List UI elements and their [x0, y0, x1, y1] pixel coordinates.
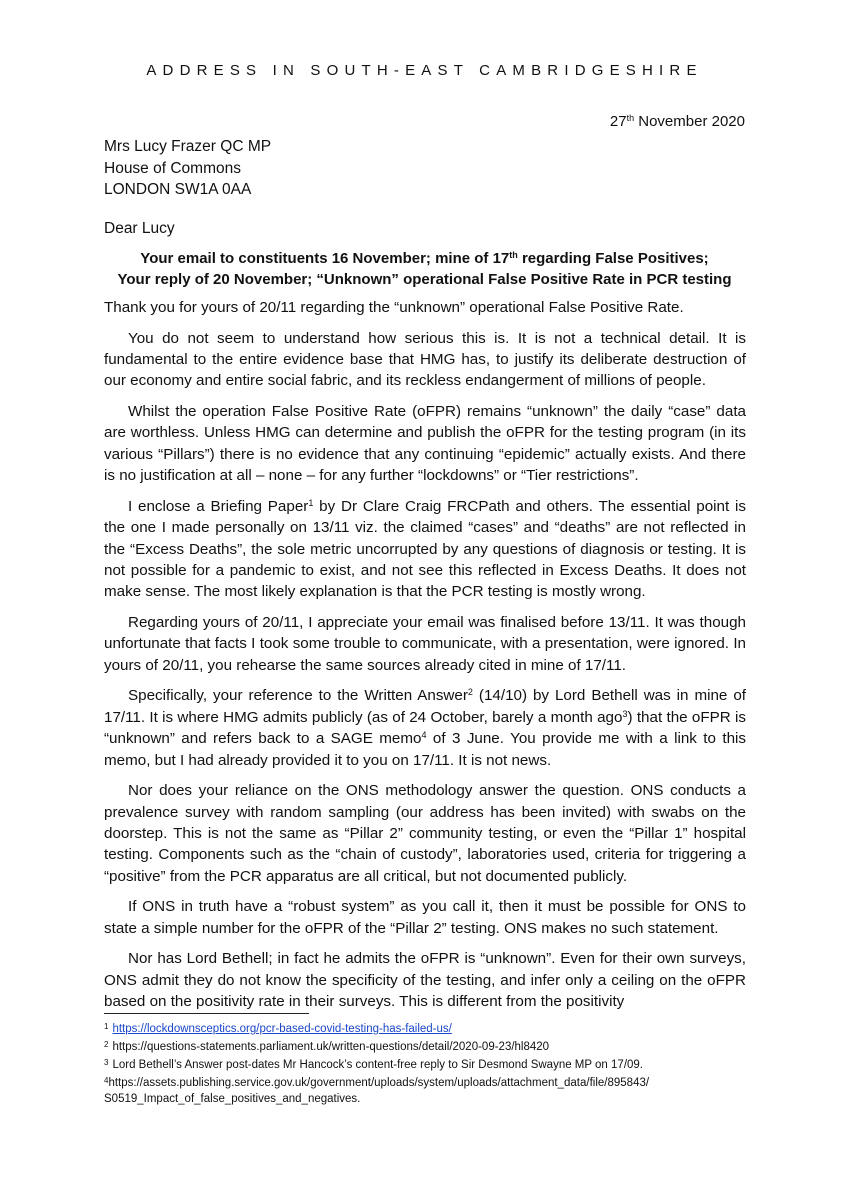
letter-date [610, 113, 745, 130]
sender-address-header: ADDRESS IN SOUTH-EAST CAMBRIDGESHIRE [146, 62, 703, 79]
footnote-3-text: Lord Bethell’s Answer post-dates Mr Hancock’s content-free reply to Sir Desmond Swayne MP on 17/09. [112, 1059, 643, 1071]
footnote-1-link[interactable]: https://lockdownsceptics.org/pcr-based-covid-testing-has-failed-us/ [112, 1023, 452, 1035]
footnote-ref-2[interactable]: 2 [467, 687, 473, 698]
paragraph-4 [104, 496, 746, 603]
subject-sup: th [509, 250, 518, 260]
date-rest: November 2020 [634, 113, 745, 130]
footnotes [104, 1019, 754, 1107]
footnote-number: 4 [104, 1076, 109, 1085]
footnote-divider [104, 1013, 309, 1014]
recipient-org: House of Commons [104, 159, 241, 177]
subject-line-1 [104, 248, 745, 269]
paragraph-4-part: I enclose a Briefing Paper [128, 497, 309, 515]
footnote-number: 1 [104, 1022, 109, 1031]
footnote-4-text: https://assets.publishing.service.gov.uk/government/uploads/system/uploads/attachment_data/file/895843/ [108, 1077, 650, 1089]
paragraph-2: You do not seem to understand how serious this is. It is not a technical detail. It is fundamental to the entire evidence base that HMG has, to justify its deliberate destruction of our economy and entire social fabric, and its reckless endangerment of millions of people. [104, 329, 746, 390]
paragraph-6-part: (14/10) by Lord Bethell was in mine of 17/11. It is where HMG admits publicly (as of 24 October, barely a month ago [104, 687, 746, 726]
paragraph-8: If ONS in truth have a “robust system” as you call it, then it must be possible for ONS to state a simple number for the oFPR of the “Pillar 2” testing. ONS makes no such statement. [104, 898, 746, 937]
footnote-2 [104, 1037, 754, 1055]
footnote-4-continued: S0519_Impact_of_false_positives_and_negatives. [104, 1093, 361, 1105]
subject-heading [104, 248, 745, 290]
paragraph-6-part: Specifically, your reference to the Written Answer [128, 687, 468, 705]
recipient-name: Mrs Lucy Frazer QC MP [104, 138, 272, 155]
paragraph-6-part: ) that the oFPR is “unknown” and refers back to a SAGE memo [104, 708, 747, 748]
footnote-number: 2 [104, 1040, 109, 1049]
footnote-3 [104, 1055, 754, 1073]
letter-body [104, 297, 746, 1022]
recipient-address [104, 136, 271, 201]
footnote-4 [104, 1073, 754, 1091]
footnote-number: 3 [104, 1058, 109, 1067]
footnote-ref-1[interactable]: 1 [308, 497, 314, 508]
footnote-2-text: https://questions-statements.parliament.uk/written-questions/detail/2020-09-23/hl8420 [112, 1041, 550, 1053]
date-day: 27 [609, 113, 627, 130]
paragraph-9: Nor has Lord Bethell; in fact he admits the oFPR is “unknown”. Even for their own surveys, ONS admit they do not know the specificity of the testing, and infer only a ceiling on the oFPR based on the positivity rate in their surveys. This is different from the positivity [104, 950, 746, 1011]
subject-line-1-start: Your email to constituents 16 November; mine of 17 [140, 250, 510, 267]
paragraph-3: Whilst the operation False Positive Rate (oFPR) remains “unknown” the daily “case” data are worthless. Unless HMG can determine and publish the oFPR for the testing program (in its various “Pillars”) there is no evidence that any continuing “epidemic” actually exists. And there is no justification at all – none – for any further “lockdowns” or “Tier restrictions”. [104, 403, 746, 485]
footnote-ref-4[interactable]: 4 [421, 730, 427, 741]
paragraph-5: Regarding yours of 20/11, I appreciate your email was finalised before 13/11. It was though unfortunate that facts I took some trouble to communicate, with a presentation, were ignored. In yours of 20/11, you rehearse the same sources already cited in mine of 17/11. [104, 614, 746, 674]
footnote-ref-3[interactable]: 3 [622, 708, 628, 719]
paragraph-7: Nor does your reliance on the ONS methodology answer the question. ONS conducts a prevalence survey with random sampling (our address has been invited) with swabs on the doorstep. This is not the same as “Pillar 2” community testing, or even the “Pillar 1” hospital testing. Components such as the “chain of custody”, laboratories used, criteria for triggering a “positive” from the PCR apparatus are all critical, but not documented publicly. [104, 782, 746, 885]
subject-line-2: Your reply of 20 November; “Unknown” operational False Positive Rate in PCR testing [117, 271, 732, 288]
recipient-city: LONDON SW1A 0AA [104, 181, 252, 198]
paragraph-4-part: by Dr Clare Craig FRCPath and others. The essential point is the one I made personally on 13/11 viz. the claimed “cases” and “deaths” are not reflected in the “Excess Deaths”, the sole metric uncorrupted by any questions of diagnosis or testing. It is not possible for a pandemic to exist, and not see this reflected in Excess Deaths. It does not make sense. The most likely explanation is that the PCR testing is mostly wrong. [104, 497, 746, 601]
salutation: Dear Lucy [104, 220, 175, 237]
subject-line-1-end: regarding False Positives; [517, 250, 709, 267]
footnote-1 [104, 1019, 754, 1037]
paragraph-6-part: of 3 June. You provide me with a link to this memo, but I had already provided it to you on 17/11. It is not news. [104, 730, 746, 769]
paragraph-6 [104, 685, 746, 771]
paragraph-1: Thank you for yours of 20/11 regarding the “unknown” operational False Positive Rate. [104, 299, 684, 316]
date-suffix: th [626, 113, 635, 123]
